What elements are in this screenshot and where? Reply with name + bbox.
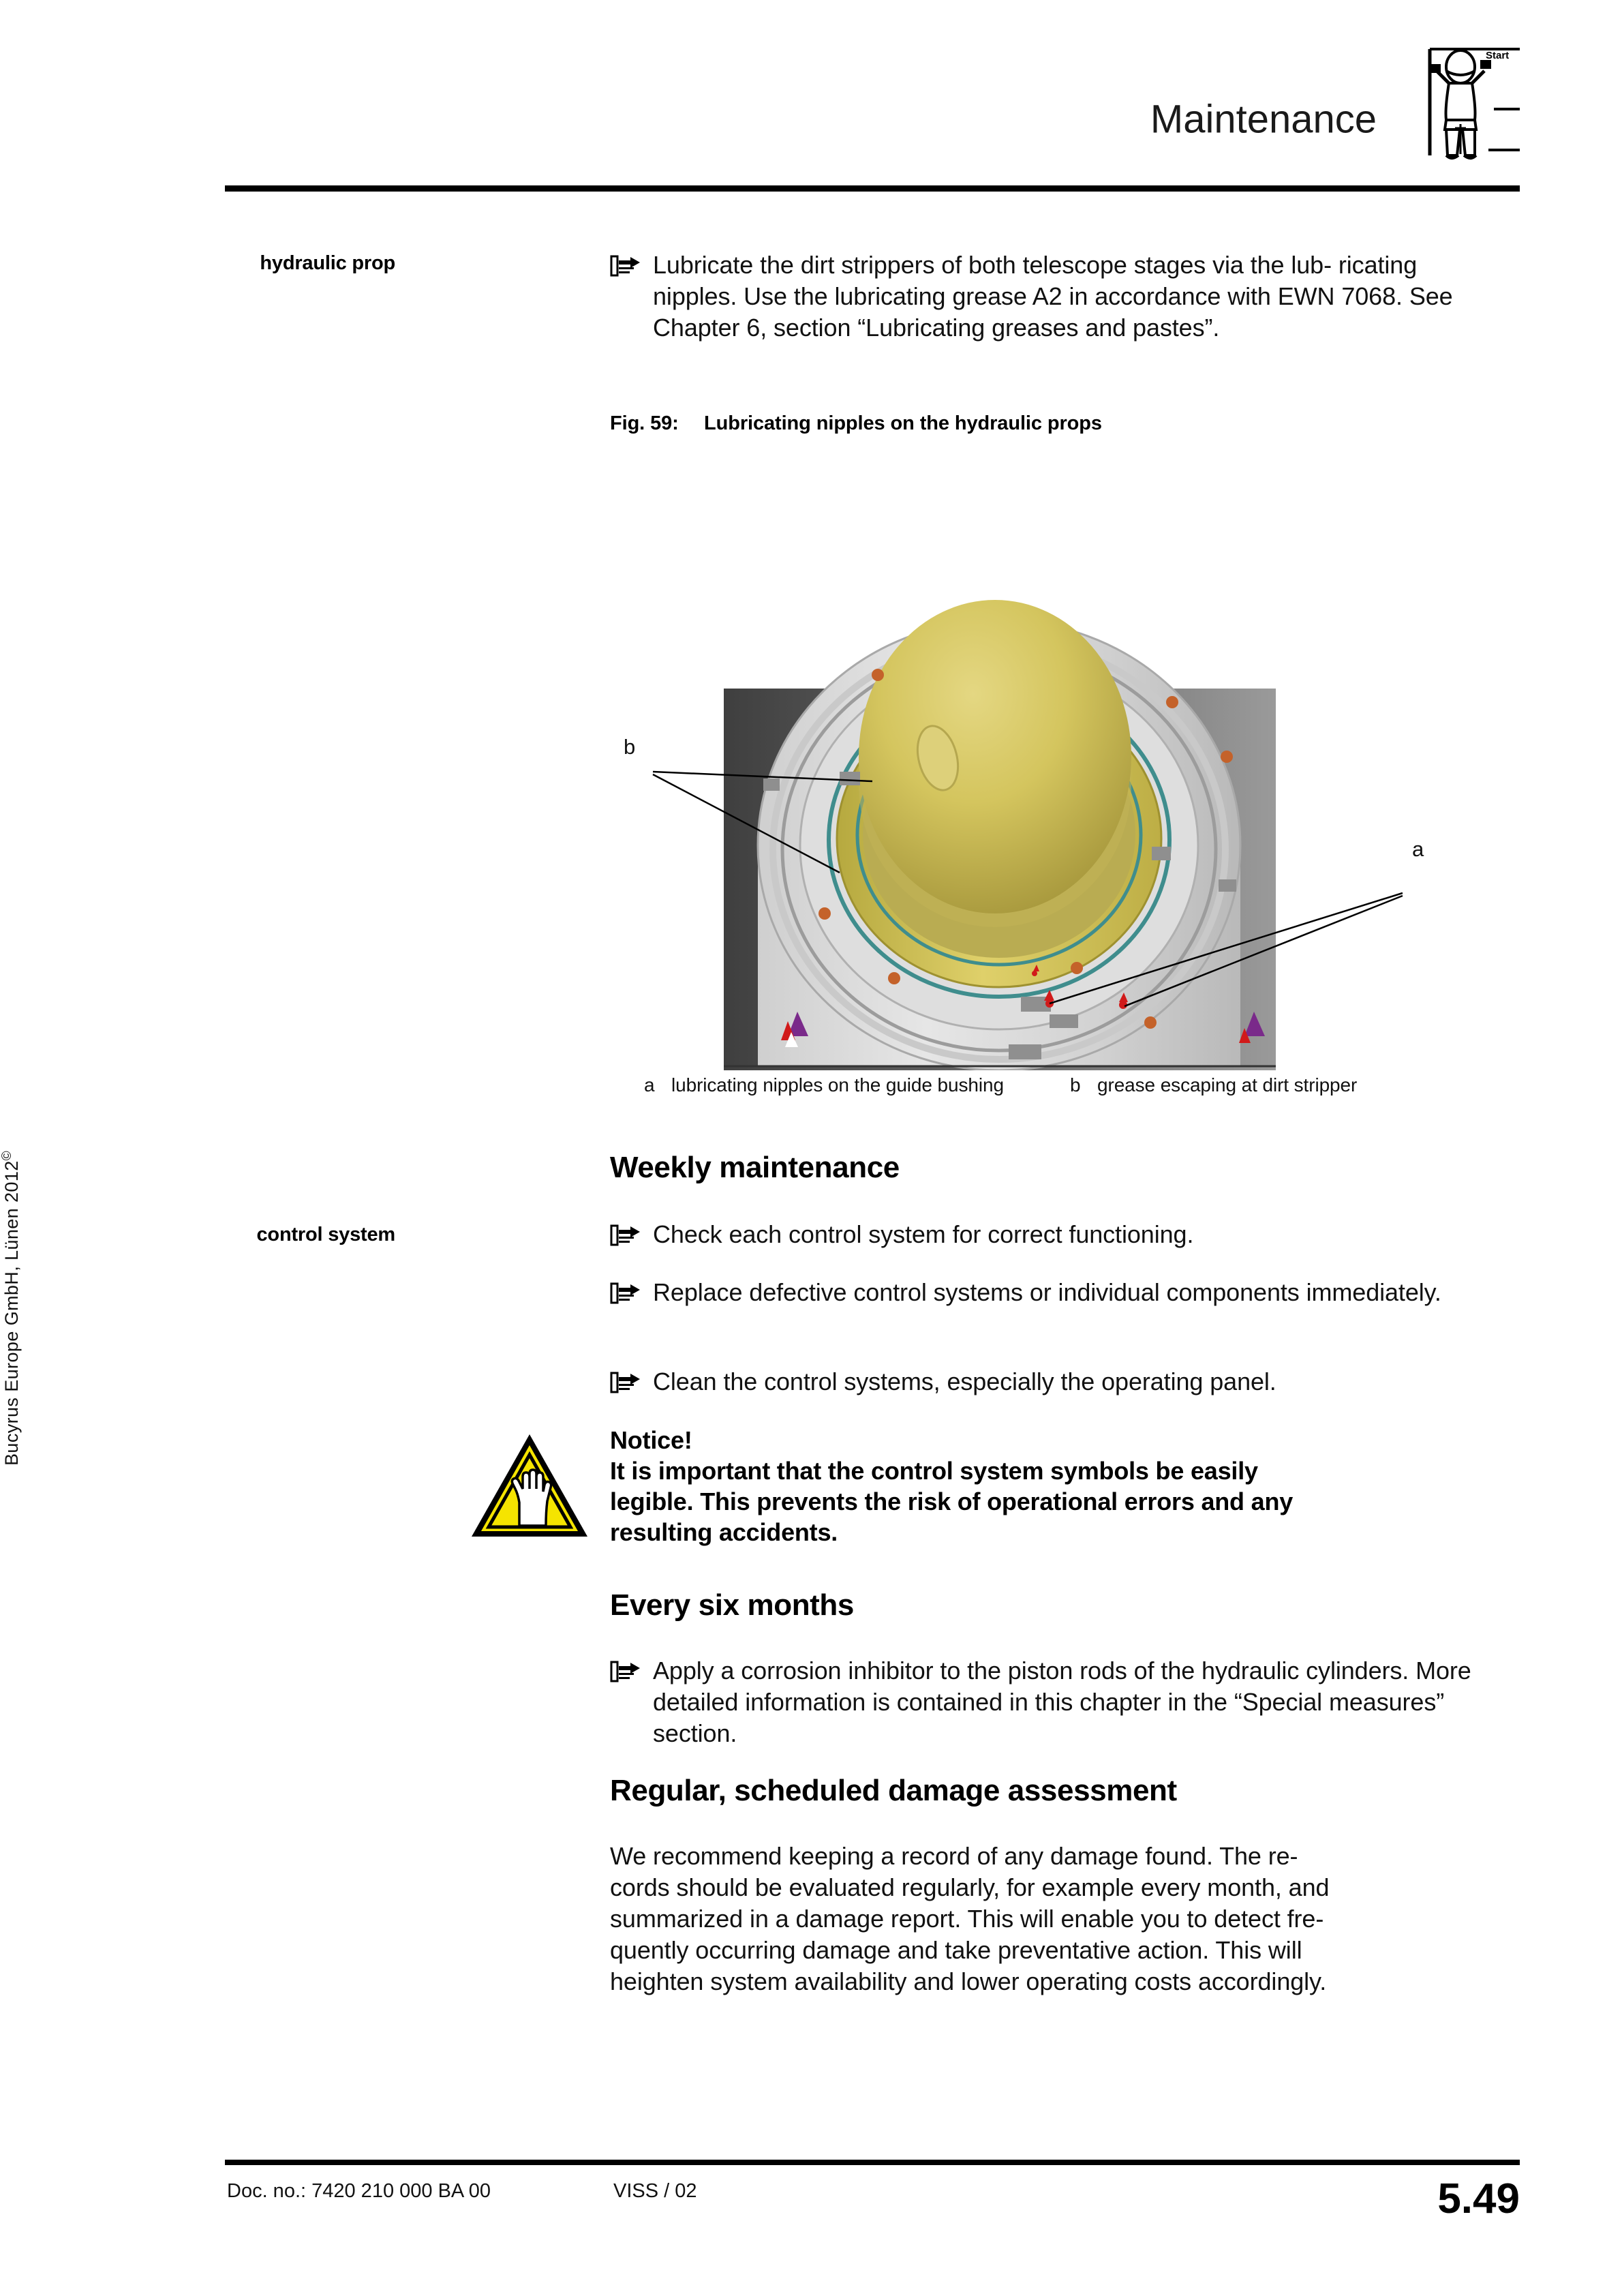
text-line: cylinders. More detailed information is contained in this chapter (653, 1657, 1471, 1716)
pointing-hand-icon (610, 252, 649, 282)
footer-viss-code: VISS / 02 (613, 2180, 697, 2202)
weekly-bullet-2 (653, 1277, 1471, 1308)
pointing-hand-icon (610, 1222, 649, 1252)
pointing-hand-icon (610, 1369, 649, 1399)
text-line: Apply a corrosion inhibitor to the piston rods of the hydraulic (653, 1657, 1300, 1685)
pointing-hand-icon (610, 1280, 649, 1310)
text-line: cords should be evaluated regularly, for example every month, and (610, 1873, 1330, 1901)
worker-start-pictogram-icon (1418, 41, 1520, 177)
legend-text: lubricating nipples on the guide bushing (671, 1074, 1004, 1096)
margin-label-hydraulic-prop: hydraulic prop (260, 252, 395, 274)
text-line: legible. This prevents the risk of operational errors and any (610, 1487, 1294, 1515)
text-line: with EWN 7068. See Chapter 6, section “Lubricating greases (653, 282, 1453, 342)
figure-caption-text: Lubricating nipples on the hydraulic props (704, 412, 1102, 434)
text-line: Clean the control systems, especially the operating panel. (653, 1368, 1276, 1395)
weekly-bullet-1 (653, 1219, 1471, 1250)
text-line: and pastes”. (1085, 314, 1220, 342)
callout-label-b: b (624, 735, 636, 759)
text-line: Replace defective control systems or individual components (653, 1278, 1300, 1306)
notice-title: Notice! (610, 1426, 692, 1454)
footer-document-number: Doc. no.: 7420 210 000 BA 00 (227, 2180, 491, 2202)
footer-page-number: 5.49 (1437, 2175, 1520, 2222)
text-line: We recommend keeping a record of any damage found. The re- (610, 1842, 1298, 1870)
text-line: quently occurring damage and take preventative action. This will (610, 1936, 1302, 1964)
legend-key: b (1070, 1074, 1081, 1096)
copyright-symbol: © (0, 1150, 14, 1161)
hydraulic-prop-instruction (653, 250, 1471, 344)
text-line: in the “Special measures” section. (653, 1688, 1445, 1747)
figure-legend-item-b (1070, 1074, 1452, 1097)
text-line: ricating nipples. Use the lubricating grease A2 in accordance (653, 251, 1418, 310)
text-line: Lubricate the dirt strippers of both telescope stages via the lub- (653, 251, 1332, 279)
damage-assessment-paragraph (610, 1841, 1469, 1997)
heading-damage-assessment: Regular, scheduled damage assessment (610, 1774, 1177, 1807)
header-rule (225, 185, 1520, 192)
page-header (0, 0, 1622, 205)
weekly-bullet-3 (653, 1366, 1471, 1398)
callout-label-a: a (1412, 837, 1424, 861)
legend-text: grease escaping at dirt stripper (1097, 1074, 1358, 1096)
copyright-text: Bucyrus Europe GmbH, Lünen 2012 (1, 1160, 22, 1466)
six-months-bullet-1 (653, 1655, 1515, 1749)
text-line: resulting accidents. (610, 1518, 838, 1546)
text-line: immediately. (1306, 1278, 1441, 1306)
text-line: heighten system availability and lower operating costs accordingly. (610, 1967, 1327, 1995)
text-line: summarized in a damage report. This will enable you to detect fre- (610, 1905, 1324, 1933)
figure-number: Fig. 59: (610, 412, 679, 434)
notice-text-block (610, 1425, 1462, 1547)
text-line: It is important that the control system symbols be easily (610, 1457, 1258, 1485)
text-line: Check each control system for correct functioning. (653, 1220, 1194, 1248)
footer-rule (225, 2160, 1520, 2165)
heading-weekly-maintenance: Weekly maintenance (610, 1151, 900, 1184)
margin-label-control-system: control system (256, 1224, 395, 1245)
heading-every-six-months: Every six months (610, 1588, 854, 1622)
pointing-hand-icon (610, 1658, 649, 1688)
legend-key: a (644, 1074, 655, 1096)
figure-legend-item-a (644, 1074, 1073, 1097)
warning-triangle-hand-icon (470, 1432, 590, 1541)
figure-caption (610, 412, 1102, 435)
hydraulic-prop-illustration (600, 464, 1404, 1070)
svg-text:Start: Start (1486, 50, 1510, 61)
page-title: Maintenance (1150, 97, 1377, 142)
